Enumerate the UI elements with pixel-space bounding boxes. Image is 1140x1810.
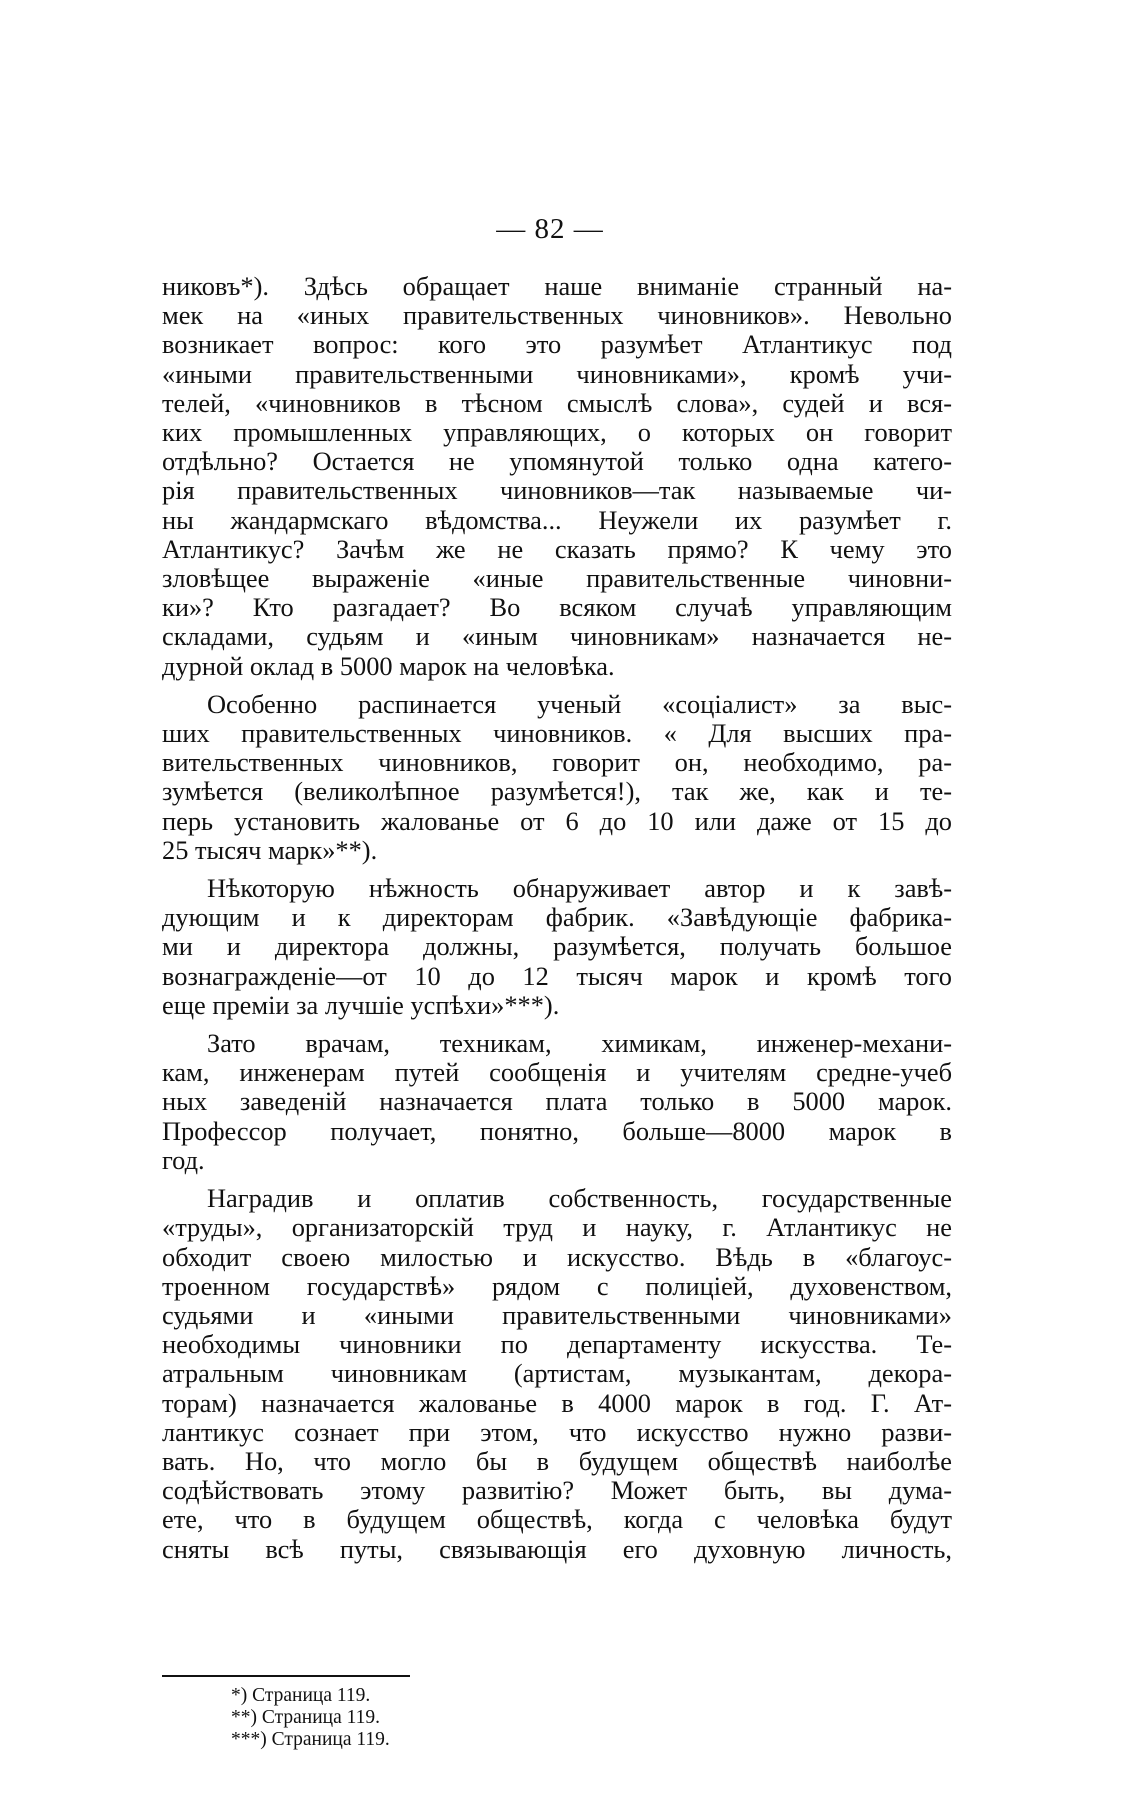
footnote: ***) Страница 119. xyxy=(231,1729,390,1750)
text-line: вать. Но, что могло бы в будущем обществѣ наиболѣе xyxy=(162,1445,952,1476)
text-line: отдѣльно? Остается не упомянутой только одна катего- xyxy=(162,446,952,477)
text-line: Зато врачам, техникам, химикам, инженер-механи- xyxy=(207,1028,952,1059)
text-line: Атлантикус? Зачѣм же не сказать прямо? К чему это xyxy=(162,533,952,564)
text-line: судьями и «иными правительственными чиновниками» xyxy=(162,1299,952,1330)
paragraph-2-body xyxy=(162,719,952,865)
text-line: атральным чиновникам (артистам, музыкантам, декора- xyxy=(162,1358,952,1389)
text-line: Наградив и оплатив собственность, государственные xyxy=(207,1183,952,1214)
footnote-divider xyxy=(162,1675,410,1677)
text-line: ных заведеній назначается плата только в 5000 марок. xyxy=(162,1086,952,1117)
text-line: троенном государствѣ» рядом с полиціей, духовенством, xyxy=(162,1270,952,1301)
text-line: зумѣется (великолѣпное разумѣется!), так же, как и те- xyxy=(162,776,952,807)
text-line: обходит своею милостью и искусство. Вѣдь в «благоус- xyxy=(162,1241,952,1272)
footnotes xyxy=(231,1685,390,1751)
text-line: ких промышленных управляющих, о которых он говорит xyxy=(162,417,952,448)
paragraph-4 xyxy=(162,1029,952,1058)
footnote: **) Страница 119. xyxy=(231,1707,381,1728)
text-line: торам) назначается жалованье в 4000 марок в год. Г. Ат- xyxy=(162,1387,952,1418)
text-line: возникает вопрос: кого это разумѣет Атлантикус под xyxy=(162,329,952,360)
text-line: Особенно распинается ученый «соціалист» за выс- xyxy=(207,688,952,719)
text-line: зловѣщее выраженіе «иные правительственные чиновни- xyxy=(162,563,952,594)
text-line: Профессор получает, понятно, больше—8000 марок в xyxy=(162,1115,952,1146)
text-line: складами, судьям и «иным чиновникам» назначается не- xyxy=(162,621,952,652)
text-line: телей, «чиновников в тѣсном смыслѣ слова», судей и вся- xyxy=(162,387,952,418)
page-number: — 82 — xyxy=(496,213,604,245)
text-line: ны жандармскаго вѣдомства... Неужели их разумѣет г. xyxy=(162,504,952,535)
paragraph-2 xyxy=(162,690,952,719)
text-line: кам, инженерам путей сообщенія и учителям средне-учеб xyxy=(162,1057,952,1088)
text-line: содѣйствовать этому развитію? Может быть, вы дума- xyxy=(162,1475,952,1506)
text-line: мек на «иных правительственных чиновников». Невольно xyxy=(162,300,952,331)
text-line: необходимы чиновники по департаменту искусства. Те- xyxy=(162,1329,952,1360)
text-line: «иными правительственными чиновниками», кромѣ учи- xyxy=(162,358,952,389)
text-line: Нѣкоторую нѣжность обнаруживает автор и к завѣ- xyxy=(207,873,952,904)
paragraph-3-body xyxy=(162,903,952,1020)
text-line: рія правительственных чиновников—так называемые чи- xyxy=(162,475,952,506)
paragraph-3 xyxy=(162,874,952,903)
text-line: ми и директора должны, разумѣется, получать большое xyxy=(162,931,952,962)
paragraph-4-body xyxy=(162,1058,952,1175)
paragraph-5-body xyxy=(162,1213,952,1563)
footnote: *) Страница 119. xyxy=(231,1685,371,1706)
text-line: вительственных чиновников, говорит он, необходимо, ра- xyxy=(162,747,952,778)
text-line: ете, что в будущем обществѣ, когда с человѣка будут xyxy=(162,1504,952,1535)
text-line: «труды», организаторскій труд и науку, г. Атлантикус не xyxy=(162,1212,952,1243)
paragraph-1 xyxy=(162,272,952,681)
paragraph-5 xyxy=(162,1184,952,1213)
text-line: ки»? Кто разгадает? Во всяком случаѣ управляющим xyxy=(162,592,952,623)
text-line: 25 тысяч марк»**). xyxy=(162,834,378,865)
text-line: перь установить жалованье от 6 до 10 или даже от 15 до xyxy=(162,805,952,836)
body-text xyxy=(162,272,952,1564)
text-line: дующим и к директорам фабрик. «Завѣдующіе фабрика- xyxy=(162,902,952,933)
text-line: лантикус сознает при этом, что искусство нужно разви- xyxy=(162,1416,952,1447)
text-line: еще преміи за лучшіе успѣхи»***). xyxy=(162,989,560,1020)
text-line: никовъ*). Здѣсь обращает наше вниманіе странный на- xyxy=(162,271,952,301)
text-line: ших правительственных чиновников. « Для высших пра- xyxy=(162,718,952,749)
text-line: вознагражденіе—от 10 до 12 тысяч марок и кромѣ того xyxy=(162,960,952,991)
text-line: дурной оклад в 5000 марок на человѣка. xyxy=(162,650,615,681)
text-line: год. xyxy=(162,1144,205,1175)
text-line: сняты всѣ путы, связывающія его духовную личность, xyxy=(162,1533,952,1564)
